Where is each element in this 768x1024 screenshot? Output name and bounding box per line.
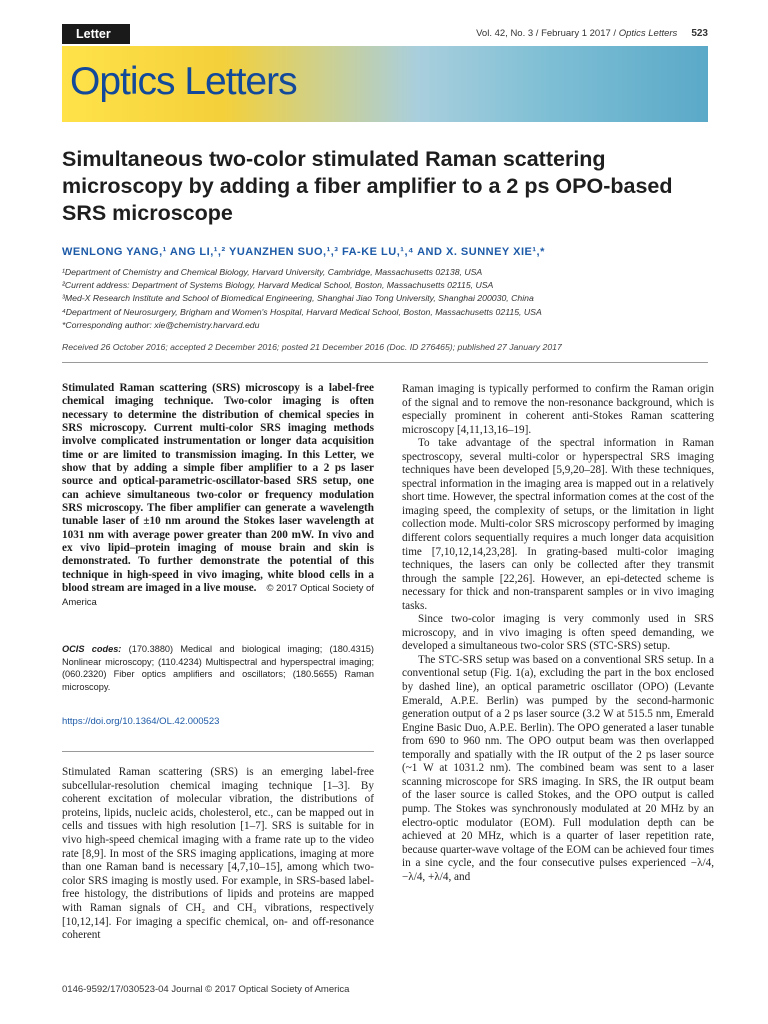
- page-footer: 0146-9592/17/030523-04 Journal © 2017 Optical Society of America: [62, 984, 350, 995]
- running-header: [62, 24, 708, 44]
- article-title: Simultaneous two-color stimulated Raman scattering microscopy by adding a fiber amplifier to a 2 ps OPO-based SRS microscope: [62, 147, 673, 225]
- received-dates: Received 26 October 2016; accepted 2 December 2016; posted 21 December 2016 (Doc. ID 276465); published 27 January 2017: [62, 342, 562, 352]
- doi-divider: [62, 751, 374, 752]
- journal-banner: [62, 46, 708, 122]
- ocis-text: (170.3880) Medical and biological imaging; (180.4315) Nonlinear microscopy; (110.4234) Multispectral and hyperspectral imaging; (060.2320) Fiber optics amplifiers and oscillators; (180.5655) Raman microscopy.: [62, 644, 374, 692]
- divider-rule: [62, 362, 708, 363]
- body-paragraph-3: Since two-color imaging is very commonly used in SRS microscopy, and in vivo imaging is often speed demanding, we developed a simultaneous two-color SRS (STC-SRS) setup.: [402, 613, 714, 653]
- ocis-codes: [62, 643, 374, 693]
- body-column-left: [62, 766, 374, 943]
- abstract: [62, 382, 374, 609]
- abstract-text: Stimulated Raman scattering (SRS) microscopy is a label-free chemical imaging technique. Two-color imaging is often necessary to determine the distribution of chemical species in SRS microscopy. Current multi-color SRS imaging methods involve complicated instrumentation or longer data acquisition time or are limited to transmission imaging. In this Letter, we show that by adding a simple fiber amplifier to a 2 ps laser source and optical-parametric-oscillator-based SRS setup, one can achieve simultaneous two-color or frequency modulation SRS microscopy. The fiber amplifier can generate a wavelength tunable laser of ±10 nm around the Stokes laser wavelength at 1031 nm with average power greater than 200 mW. In vivo and ex vivo lipid–protein imaging of mouse brain and skin is demonstrated. To further demonstrate the potential of this technique in high-speed in vivo imaging, white blood cells in a blood stream are imaged in a live mouse.: [62, 382, 374, 595]
- affiliation-2: ²Current address: Department of Systems Biology, Harvard Medical School, Boston, Massachusetts 02115, USA: [62, 280, 494, 291]
- body-paragraph-2: To take advantage of the spectral information in Raman spectroscopy, several multi-color or hyperspectral SRS imaging techniques have been developed [5,9,20–28]. With these techniques, spectral information in the imaging area is mapped out in a relatively short time. However, the spectral information comes at the cost of the imaging speed, the complexity of setups, or the limitation in light collection mode. Multi-color SRS microscopy performed by imaging different colors sequentially requires a much longer data acquisition time [7,10,12,14,23,28]. In grating-based multi-color imaging techniques, the lasers can only be collected after they transmit through the sample [22,26]. However, an epi-detected scheme is necessary for thick and non-transparent samples or in vivo imaging tasks.: [402, 437, 714, 612]
- corresponding-author: *Corresponding author: xie@chemistry.harvard.edu: [62, 319, 260, 330]
- author-list: WENLONG YANG,¹ ANG LI,¹,² YUANZHEN SUO,¹,³ FA-KE LU,¹,⁴ AND X. SUNNEY XIE¹,*: [62, 246, 545, 258]
- affiliation-3: ³Med-X Research Institute and School of Biomedical Engineering, Shanghai Jiao Tong University, Shanghai 200030, China: [62, 293, 534, 304]
- affiliations: [62, 266, 712, 332]
- body-paragraph-4: The STC-SRS setup was based on a conventional SRS setup. In a conventional setup (Fig. 1(a), excluding the part in the box enclosed by dashed line), an optical parametric oscillator (OPO) (Levante Emerald, A.P.E. Berlin) was pumped by the second-harmonic generation output of a 2 ps laser source (3.2 W at 515.5 nm, Emerald Engine Basic Duo, A.P.E. Berlin). The OPO generated a laser tunable from 690 to 960 nm. The OPO output beam was then overlapped temporally and spatially with the IR output of the 2 ps laser source (~1 W at 1031.2 nm). The combined beam was sent to a laser scanning microscope for SRS imaging. In SRS, the IR output beam of the laser source is called Stokes, and the OPO output is called pump. The Stokes was synchronously modulated at 20 MHz by an electro-optic modulator (EOM). Full modulation depth can be achieved at 20 MHz, which is a quarter of laser repetition rate, because quarter-wave voltage of the EOM can be achieved four times in a sine cycle, and the four consecutive pulses experienced −λ/4, −λ/4, +λ/4, and: [402, 653, 714, 883]
- body-column-right: [402, 383, 714, 884]
- doi-link[interactable]: https://doi.org/10.1364/OL.42.000523: [62, 716, 220, 727]
- affiliation-4: ⁴Department of Neurosurgery, Brigham and Women's Hospital, Harvard Medical School, Boston, Massachusetts 02115, USA: [62, 306, 542, 317]
- affiliation-1: ¹Department of Chemistry and Chemical Biology, Harvard University, Cambridge, Massachusetts 02138, USA: [62, 267, 483, 277]
- page-number: 523: [691, 28, 708, 39]
- ocis-label: OCIS codes:: [62, 644, 122, 654]
- copyright-line: © 2017 Optical Society of America: [62, 583, 374, 608]
- issue-text: Vol. 42, No. 3 / February 1 2017 /: [476, 28, 619, 39]
- issue-info: [476, 24, 708, 44]
- body-paragraph: Stimulated Raman scattering (SRS) is an emerging label-free subcellular-resolution chemical imaging technique [1–3]. By coherent excitation of molecular vibration, the distributions of proteins, lipids, nucleic acids, cholesterol, etc., can be mapped out in cells and tissues with high resolution [1–7]. SRS is suitable for in vivo high-speed chemical imaging with a frame rate up to the video rate [8,9]. In most of the SRS imaging applications, imaging at more than one Raman band is necessary [4,7,10–15], among which two-color SRS imaging is mostly used. For example, in SRS-based label-free histology, the distributions of lipids and proteins are mapped with Raman signals of CH₂ and CH₃ vibrations, respectively [10,12,14]. For imaging a specific chemical, on- and off-resonance coherent: [62, 766, 374, 942]
- body-paragraph-1: Raman imaging is typically performed to confirm the Raman origin of the signal and to remove the non-resonance background, which is especially prominent in coherent anti-Stokes Raman scattering microscopy [4,11,13,16–19].: [402, 383, 714, 436]
- article-type-tab: Letter: [62, 24, 130, 44]
- journal-name-small: Optics Letters: [618, 28, 678, 39]
- journal-logo-title: Optics Letters: [70, 60, 297, 103]
